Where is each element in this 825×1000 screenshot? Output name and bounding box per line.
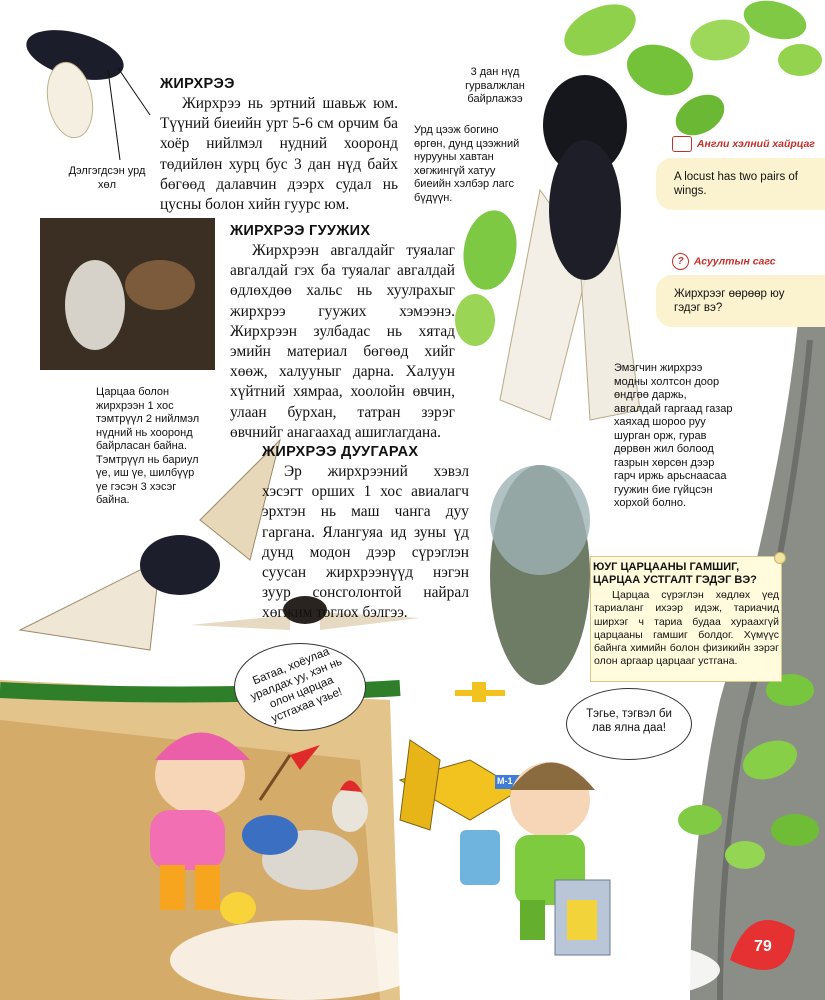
abc-icon bbox=[672, 136, 692, 152]
canister-illustration bbox=[555, 880, 610, 955]
section-title-cicada: ЖИРХРЭЭ bbox=[160, 76, 235, 92]
english-box-text: A locust has two pairs of wings. bbox=[674, 171, 799, 197]
speech-bubble-boy bbox=[566, 688, 692, 760]
pin-icon bbox=[774, 552, 786, 564]
section-body-molting: Жирхрээн авгалдайг туяалаг авгалдай гэх ба туяалаг авгалдай өдлөхдөө хальс нь хуулрахыг жирхрээ гуужих хэмээнэ. Жирхрээн зулбадас нь хятад эмийн материал бөгөөд хийг хөөж, халууныг дарна. Халуун хүйтний хямраа, хоолойн өвчин, улаан бурхан, татран зэрэг өвчнийг анагаахад ашиглагдана. bbox=[230, 242, 455, 441]
label-simple-eyes: 3 дан нүд гурвалжлан байрлажээ bbox=[465, 66, 525, 105]
question-box-tab: ? Асуултын сагс bbox=[672, 253, 822, 270]
page-number: 79 bbox=[754, 938, 772, 955]
english-box-tab: Англи хэлний хайрцаг bbox=[672, 136, 822, 152]
cicada-top-illustration bbox=[21, 21, 150, 160]
question-box bbox=[656, 275, 825, 327]
section-title-singing: ЖИРХРЭЭ ДУУГАРАХ bbox=[262, 444, 419, 460]
plane-lettering: М-1 bbox=[497, 776, 513, 786]
english-box bbox=[656, 158, 825, 210]
small-plane-illustration bbox=[455, 682, 505, 702]
question-icon: ? bbox=[672, 253, 689, 270]
caption-antennae: Царцаа болон жирхрээн 1 хос тэмтрүүл 2 нийлмэл нүдний нь хооронд байрласан байна. Тэмтрүүл нь бариул үе, иш үе, шилбүүр үе гэсэн 3 хэсэг байна. bbox=[96, 386, 200, 506]
caption-front-leg: Дэлгэгдсэн урд хөл bbox=[68, 165, 146, 191]
speech-bubble-boy-text: Тэгье, тэгвэл би лав ялна даа! bbox=[586, 708, 672, 734]
chick-illustration bbox=[220, 892, 256, 924]
locust-plague-note bbox=[590, 556, 782, 682]
note-body: Царцаа сүрэглэн хөдлөх үед тариаланг ихээр идэж, тариачид ширхэг ч тариа будаа хураахгүй царцааны гамшиг болдог. Хүмүүс байнга химийн болон физикийн зэрэг олон аргаар царцааг устгана. bbox=[594, 589, 779, 668]
label-larva: Эмэгчин жирхрээ модны холтсон доор өндгөө даржь, авгалдай гаргаад газар хаяхад шороо руу шурган орж, гурав дөрвөн жил болоод газрын хөрсөн дээр гарч иржь арьснаасаа гуужин бие гүйцсэн хорхой болно. bbox=[614, 362, 733, 509]
label-chest: Урд цээж богино өргөн, дунд цээжний нурууны хавтан хөгжингүй хатуу биеийн хэлбэр лагс бүдүүн. bbox=[414, 124, 520, 204]
speech-bubble-girl-text: Батаа, хоёулаа уралдах уу, хэн нь олон царцаа устгахаа үзье! bbox=[248, 645, 344, 726]
speech-bubble-girl bbox=[234, 643, 366, 731]
section-body-cicada: Жирхрээ нь эртний шавьж юм. Түүний биеийн урт 5-6 см орчим ба хоёр нийлмэл нудний хооронд төдийлөн хурц бус 3 дан нүд байх бөгөөд далавчин дээрх судал нь цусны болон хийн гуурс юм. bbox=[160, 95, 398, 214]
section-title-molting: ЖИРХРЭЭ ГУУЖИХ bbox=[230, 223, 371, 239]
question-box-text: Жирхрээг өөрөөр юу гэдэг вэ? bbox=[674, 288, 785, 314]
note-title: ЮУГ ЦАРЦААНЫ ГАМШИГ, ЦАРЦАА УСТГАЛТ ГЭДЭГ ВЭ? bbox=[593, 561, 757, 586]
section-body-singing: Эр жирхрээний хэвэл хэсэгт орших 1 хос авиалагч эрхтэн нь маш чанга дуу гаргана. Ялангуяа ид зуны үд дунд модон дээр сүрэглэн суусан жирхрээнүүд нэгэн зуур сонсголонтой найрал хөгжим тоглох бэлгээ. bbox=[262, 463, 469, 622]
